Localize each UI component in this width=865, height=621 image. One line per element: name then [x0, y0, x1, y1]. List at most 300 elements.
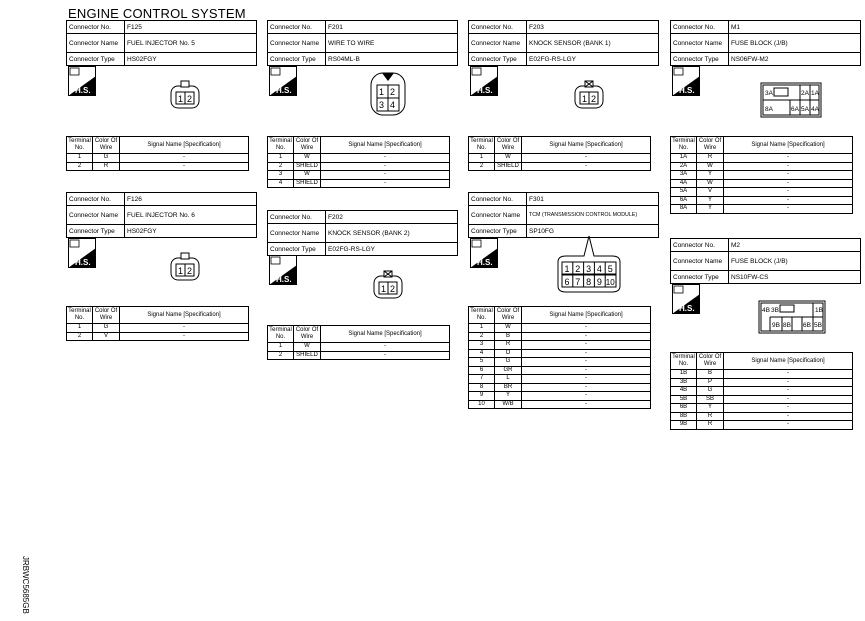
table-row	[671, 370, 853, 379]
table-cell: 1	[67, 324, 93, 333]
data-table	[267, 325, 450, 360]
table-cell: GR	[495, 366, 522, 375]
connector-drawing	[758, 300, 826, 334]
table-row	[671, 188, 853, 197]
table-cell: W	[495, 324, 522, 333]
table-cell: O	[495, 349, 522, 358]
table-cell: Connector Type	[671, 53, 729, 66]
table-cell: 1	[268, 154, 294, 163]
table-cell: 1A	[671, 154, 697, 163]
table-cell: -	[724, 412, 853, 421]
table-cell: Y	[697, 205, 724, 214]
pin-label: 5A	[801, 106, 809, 113]
pin-label: 1	[381, 284, 387, 294]
connector-cavity	[70, 68, 79, 75]
table-cell: 3	[268, 171, 294, 180]
table-cell: SHIELD	[294, 179, 321, 188]
table-cell: Connector Name	[671, 252, 729, 271]
connector-m1	[670, 20, 861, 66]
table-cell: 4	[469, 349, 495, 358]
connector-f202	[267, 210, 458, 256]
table-cell: Y	[697, 196, 724, 205]
table-cell: -	[724, 196, 853, 205]
table-cell: -	[724, 179, 853, 188]
connector-cavity	[70, 240, 79, 247]
table-cell: 4B	[671, 387, 697, 396]
table-cell: 2	[469, 332, 495, 341]
pin-label: 1	[178, 94, 184, 104]
table-row	[67, 193, 257, 206]
table-cell: -	[321, 351, 450, 360]
table-row	[268, 343, 450, 352]
table-header-cell: Color Of Wire	[294, 137, 321, 154]
table-row	[268, 162, 450, 171]
table-cell: Connector Type	[469, 53, 527, 66]
table-cell: TCM (TRANSMISSION CONTROL MODULE)	[527, 206, 659, 225]
connector-f203	[468, 20, 659, 66]
connector-drawing	[170, 252, 200, 282]
table-cell: -	[724, 162, 853, 171]
pin-label: 3B	[771, 307, 779, 314]
table-row	[671, 252, 861, 271]
data-table	[468, 136, 651, 171]
table-row	[469, 383, 651, 392]
pin-label: 3	[586, 264, 592, 274]
hs-icon	[269, 255, 297, 285]
table-cell: 5A	[671, 188, 697, 197]
table-cell: 2	[268, 351, 294, 360]
terminal-table-m2	[670, 352, 853, 430]
table-cell: 4A	[671, 179, 697, 188]
table-header-cell: Signal Name [Specification]	[522, 137, 651, 154]
connector-cavity	[674, 286, 683, 293]
table-row	[671, 205, 853, 214]
table-row	[671, 137, 853, 154]
table-row	[671, 196, 853, 205]
table-cell: -	[120, 154, 249, 163]
pin-label: 1	[379, 87, 385, 97]
table-row	[268, 171, 450, 180]
connector-cavity	[774, 88, 788, 96]
pin-label: 2	[390, 284, 396, 294]
table-cell: -	[522, 383, 651, 392]
connector-m2	[670, 238, 861, 284]
connector-drawing	[672, 66, 700, 96]
table-row	[671, 179, 853, 188]
table-cell: -	[522, 324, 651, 333]
table-row	[671, 353, 853, 370]
pin-label: H.S.	[75, 258, 91, 267]
table-cell: FUSE BLOCK (J/B)	[729, 252, 861, 271]
connector-drawing	[556, 234, 622, 294]
table-row	[268, 243, 458, 256]
pin-label: 5B	[814, 322, 822, 329]
table-cell: Connector Type	[671, 271, 729, 284]
table-cell: R	[697, 154, 724, 163]
table-cell: -	[724, 370, 853, 379]
table-cell: Connector Name	[671, 34, 729, 53]
table-cell: 3A	[671, 171, 697, 180]
pin-label: H.S.	[276, 86, 292, 95]
table-row	[469, 206, 659, 225]
table-cell: W	[697, 179, 724, 188]
table-cell: 8A	[671, 205, 697, 214]
table-cell: 1	[469, 154, 495, 163]
table-row	[67, 324, 249, 333]
table-header-cell: Terminal No.	[67, 307, 93, 324]
table-row	[268, 21, 458, 34]
table-cell: E02FG-RS-LGY	[527, 53, 659, 66]
table-cell: SHIELD	[294, 162, 321, 171]
connector-cavity	[472, 68, 481, 75]
table-cell: W	[697, 162, 724, 171]
table-row	[469, 154, 651, 163]
table-cell: 4	[268, 179, 294, 188]
pin-label: 2A	[801, 90, 809, 97]
table-cell: F201	[326, 21, 458, 34]
th-signal: Signal Name [Specification]	[120, 137, 249, 154]
table-cell: -	[522, 349, 651, 358]
connector-drawing	[373, 270, 403, 300]
table-cell: 6A	[671, 196, 697, 205]
table-cell: Connector No.	[67, 193, 125, 206]
table-header-cell: Color Of Wire	[495, 137, 522, 154]
pin-label: 9	[596, 277, 602, 287]
table-cell: -	[522, 375, 651, 384]
connector-drawing	[672, 284, 700, 314]
terminal-table-f125	[66, 136, 249, 171]
table-cell: -	[724, 378, 853, 387]
table-header-cell: Terminal No.	[469, 137, 495, 154]
table-row	[671, 271, 861, 284]
pin-label: 4	[390, 100, 396, 110]
pin-label: H.S.	[477, 258, 493, 267]
pin-label: 2	[187, 266, 193, 276]
table-cell: Connector No.	[268, 21, 326, 34]
connector-drawing	[269, 255, 297, 285]
table-cell: SHIELD	[294, 351, 321, 360]
connector-face-f201	[370, 70, 406, 121]
table-row	[67, 137, 249, 154]
pin-label: 2	[575, 264, 581, 274]
pin-label: 2	[591, 94, 597, 104]
table-header-cell: Terminal No.	[268, 326, 294, 343]
connector-drawing	[470, 238, 498, 268]
table-row	[67, 21, 257, 34]
pin-label: 2	[187, 94, 193, 104]
table-cell: 10	[469, 400, 495, 409]
pin-label: 4A	[811, 106, 819, 113]
hs-icon	[672, 66, 700, 96]
pin-label: H.S.	[75, 86, 91, 95]
table-cell: 9B	[671, 421, 697, 430]
connector-cavity	[472, 240, 481, 247]
table-cell: R	[93, 162, 120, 171]
table-cell: W	[294, 171, 321, 180]
pin-label: 10	[605, 278, 615, 287]
table-cell: NS10FW-CS	[729, 271, 861, 284]
table-cell: Connector Name	[67, 206, 125, 225]
pin-label: 2	[390, 87, 396, 97]
data-table	[670, 20, 861, 66]
table-row	[671, 421, 853, 430]
table-cell: W	[294, 154, 321, 163]
table-row	[671, 387, 853, 396]
table-cell: 2A	[671, 162, 697, 171]
table-cell: W	[294, 343, 321, 352]
label-connector-type: Connector Type	[67, 53, 125, 66]
table-cell: Connector Type	[268, 53, 326, 66]
data-table	[468, 306, 651, 409]
table-row	[67, 225, 257, 238]
table-row	[67, 34, 257, 53]
table-cell: -	[120, 324, 249, 333]
table-cell: 2	[268, 162, 294, 171]
connector-type-value: HS02FGY	[125, 53, 257, 66]
table-cell: P	[697, 378, 724, 387]
data-table	[468, 20, 659, 66]
table-header-cell: Signal Name [Specification]	[321, 326, 450, 343]
data-table	[66, 192, 257, 238]
table-row	[469, 392, 651, 401]
connector-no-value: F125	[125, 21, 257, 34]
table-cell: RS04ML-B	[326, 53, 458, 66]
table-cell: 2	[67, 162, 93, 171]
data-table	[267, 20, 458, 66]
table-header-cell: Signal Name [Specification]	[724, 353, 853, 370]
table-row	[671, 412, 853, 421]
table-cell: -	[120, 332, 249, 341]
table-row	[268, 351, 450, 360]
hs-icon	[672, 284, 700, 314]
table-cell: -	[522, 154, 651, 163]
table-cell: F203	[527, 21, 659, 34]
table-row	[469, 358, 651, 367]
table-row	[67, 154, 249, 163]
table-header-cell: Signal Name [Specification]	[120, 307, 249, 324]
table-cell: -	[724, 421, 853, 430]
pin-label: 1A	[811, 90, 819, 97]
table-cell: -	[522, 366, 651, 375]
table-row	[469, 193, 659, 206]
table-header-cell: Terminal No.	[469, 307, 495, 324]
connector-cavity	[271, 257, 280, 264]
table-cell: -	[522, 358, 651, 367]
pin-label: 7	[575, 277, 581, 287]
table-row	[469, 400, 651, 409]
connector-f301	[468, 192, 659, 238]
table-row	[671, 378, 853, 387]
table-cell: Connector No.	[469, 193, 527, 206]
table-cell: BR	[495, 383, 522, 392]
table-cell: 5	[469, 358, 495, 367]
table-header-cell: Terminal No.	[671, 137, 697, 154]
data-table	[670, 136, 853, 214]
table-cell: -	[321, 179, 450, 188]
table-cell: 1	[469, 324, 495, 333]
pin-label: 8B	[783, 322, 791, 329]
table-header-cell: Signal Name [Specification]	[724, 137, 853, 154]
table-cell: M2	[729, 239, 861, 252]
terminal-table-f201	[267, 136, 450, 188]
table-row	[268, 137, 450, 154]
data-table	[267, 210, 458, 256]
table-header-cell: Color Of Wire	[294, 326, 321, 343]
table-header-cell: Signal Name [Specification]	[522, 307, 651, 324]
pin-label: 9B	[772, 322, 780, 329]
table-row	[671, 404, 853, 413]
table-cell: 1	[268, 343, 294, 352]
table-cell: 3B	[671, 378, 697, 387]
data-table	[468, 192, 659, 238]
table-cell: B	[495, 332, 522, 341]
connector-drawing	[370, 70, 406, 116]
connector-name-value: FUEL INJECTOR No. 5	[125, 34, 257, 53]
table-cell: M1	[729, 21, 861, 34]
table-cell: 9	[469, 392, 495, 401]
table-row	[671, 171, 853, 180]
table-cell: -	[321, 154, 450, 163]
label-connector-no: Connector No.	[67, 21, 125, 34]
table-row	[671, 154, 853, 163]
table-cell: G	[495, 358, 522, 367]
hs-icon	[68, 66, 96, 96]
pin-label: 6A	[791, 106, 799, 113]
table-cell: Connector Type	[469, 225, 527, 238]
th-wire: Color Of Wire	[93, 137, 120, 154]
table-cell: 2	[469, 162, 495, 171]
connector-face-f202	[373, 270, 403, 305]
table-cell: 1B	[671, 370, 697, 379]
table-cell: KNOCK SENSOR (BANK 2)	[326, 224, 458, 243]
pin-label: H.S.	[679, 304, 695, 313]
table-row	[268, 53, 458, 66]
table-header-cell: Terminal No.	[671, 353, 697, 370]
table-row	[268, 154, 450, 163]
table-row	[469, 349, 651, 358]
table-cell: -	[522, 400, 651, 409]
table-cell: -	[120, 162, 249, 171]
table-cell: Connector Name	[268, 34, 326, 53]
table-cell: 3	[469, 341, 495, 350]
table-row	[469, 366, 651, 375]
table-header-cell: Signal Name [Specification]	[321, 137, 450, 154]
connector-drawing	[170, 80, 200, 110]
data-table	[66, 136, 249, 171]
table-row	[469, 341, 651, 350]
connector-drawing	[68, 66, 96, 96]
table-cell: G	[93, 154, 120, 163]
table-cell: 8	[469, 383, 495, 392]
table-cell: -	[724, 205, 853, 214]
table-row	[268, 34, 458, 53]
table-row	[671, 21, 861, 34]
table-row	[268, 224, 458, 243]
pin-label: 8A	[765, 106, 773, 113]
data-table	[670, 238, 861, 284]
pin-label: H.S.	[276, 275, 292, 284]
table-cell: Connector Name	[469, 206, 527, 225]
table-row	[67, 332, 249, 341]
terminal-table-m1	[670, 136, 853, 214]
table-header-cell: Color Of Wire	[495, 307, 522, 324]
table-cell: Y	[697, 404, 724, 413]
connector-f126	[66, 192, 257, 238]
table-header-cell: Color Of Wire	[93, 307, 120, 324]
pin-label: 6B	[803, 322, 811, 329]
table-cell: 7	[469, 375, 495, 384]
table-cell: -	[321, 343, 450, 352]
pin-label: 3	[379, 100, 385, 110]
table-cell: -	[724, 395, 853, 404]
pin-label: 3A	[765, 90, 773, 97]
terminal-table-f202	[267, 325, 450, 360]
table-row	[268, 211, 458, 224]
connector-cavity	[780, 305, 794, 312]
table-cell: -	[724, 171, 853, 180]
table-cell: FUSE BLOCK (J/B)	[729, 34, 861, 53]
pin-label: 4B	[762, 307, 770, 314]
table-row	[671, 162, 853, 171]
data-table	[66, 306, 249, 341]
connector-f125	[66, 20, 257, 66]
table-cell: V	[93, 332, 120, 341]
pin-label: 5	[607, 264, 613, 274]
connector-f201	[267, 20, 458, 66]
table-cell: Connector Type	[268, 243, 326, 256]
table-cell: R	[697, 412, 724, 421]
table-row	[469, 162, 651, 171]
table-cell: Y	[697, 171, 724, 180]
table-cell: SB	[697, 395, 724, 404]
table-cell: WIRE TO WIRE	[326, 34, 458, 53]
table-cell: G	[93, 324, 120, 333]
connector-cavity	[181, 81, 189, 87]
connector-cavity	[181, 253, 189, 259]
connector-drawing	[574, 80, 604, 110]
table-row	[469, 332, 651, 341]
table-cell: Connector No.	[671, 239, 729, 252]
table-cell: B	[697, 370, 724, 379]
table-cell: -	[321, 162, 450, 171]
table-row	[469, 53, 659, 66]
connector-cavity	[271, 68, 280, 75]
table-cell: Connector Name	[469, 34, 527, 53]
table-cell: L	[495, 375, 522, 384]
table-cell: 5B	[671, 395, 697, 404]
pin-label: H.S.	[477, 86, 493, 95]
table-cell: Connector Type	[67, 225, 125, 238]
connector-drawing	[68, 238, 96, 268]
connector-header-f125	[66, 20, 257, 66]
pin-label: 1	[564, 264, 570, 274]
document-code-rotated	[14, 556, 30, 616]
table-row	[469, 375, 651, 384]
table-cell: SP10FG	[527, 225, 659, 238]
table-cell: F202	[326, 211, 458, 224]
table-row	[469, 307, 651, 324]
table-cell: -	[522, 162, 651, 171]
table-cell: -	[724, 188, 853, 197]
table-cell: 8B	[671, 412, 697, 421]
table-cell: -	[321, 171, 450, 180]
pin-label: 1B	[815, 307, 823, 314]
pin-label: 1	[178, 266, 184, 276]
hs-icon	[269, 66, 297, 96]
document-code	[14, 556, 30, 621]
table-cell: HS02FGY	[125, 225, 257, 238]
data-table	[670, 352, 853, 430]
